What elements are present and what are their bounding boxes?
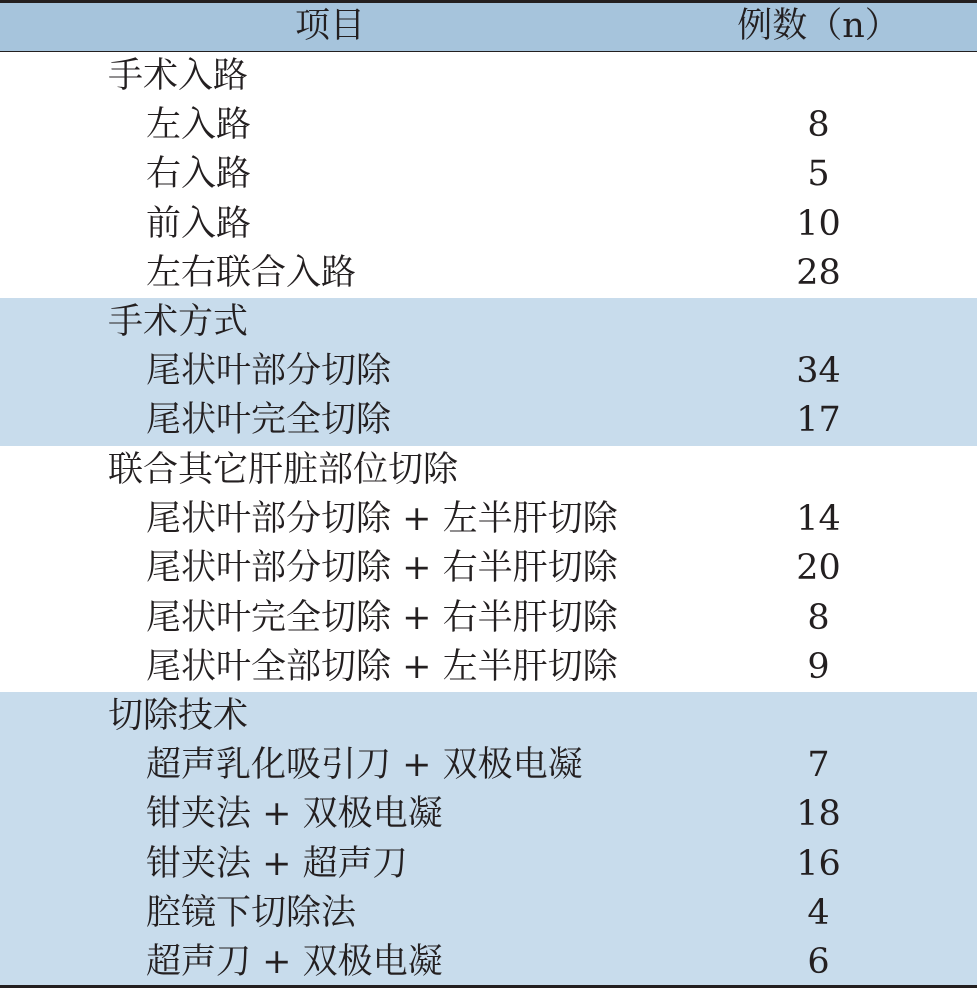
table-row — [0, 643, 977, 692]
table-row — [0, 790, 977, 839]
row-count: 34 — [796, 351, 841, 392]
table-row — [0, 544, 977, 593]
table-row — [0, 594, 977, 643]
table-row — [0, 396, 977, 445]
row-count: 17 — [796, 400, 841, 441]
table-row — [0, 889, 977, 938]
row-label: 左右联合入路 — [146, 252, 357, 293]
table-bottom-rule — [0, 985, 977, 988]
table-row — [0, 840, 977, 889]
row-count: 20 — [796, 548, 841, 589]
header-item: 项目 — [294, 6, 365, 46]
row-label: 超声刀 + 双极电凝 — [146, 941, 443, 982]
row-count: 7 — [807, 745, 830, 786]
table-row — [0, 101, 977, 150]
row-count: 8 — [807, 597, 830, 638]
row-count: 16 — [796, 843, 841, 884]
category-label: 切除技术 — [108, 696, 249, 736]
table-row — [0, 938, 977, 987]
row-count: 9 — [807, 646, 830, 687]
row-label: 尾状叶全部切除 + 左半肝切除 — [146, 646, 618, 687]
section-surgical-method — [0, 298, 977, 446]
table-row — [0, 495, 977, 544]
table-row — [0, 347, 977, 396]
table-row — [0, 200, 977, 249]
section-approach — [0, 52, 977, 298]
row-count: 8 — [807, 105, 830, 146]
row-label: 腔镜下切除法 — [146, 892, 357, 933]
category-row — [0, 52, 977, 101]
category-row — [0, 692, 977, 741]
row-label: 尾状叶部分切除 — [146, 351, 392, 392]
section-combined-resection — [0, 446, 977, 692]
category-label: 手术方式 — [108, 302, 249, 342]
row-count: 18 — [796, 794, 841, 835]
row-label: 尾状叶完全切除 — [146, 400, 392, 441]
row-count: 10 — [796, 203, 841, 244]
table-header — [0, 3, 977, 52]
category-label: 联合其它肝脏部位切除 — [108, 450, 459, 490]
section-resection-technique — [0, 692, 977, 985]
row-count: 14 — [796, 499, 841, 540]
header-count: 例数（n） — [737, 6, 900, 46]
row-label: 尾状叶部分切除 + 右半肝切除 — [146, 548, 618, 589]
table-row — [0, 249, 977, 298]
row-count: 6 — [807, 941, 830, 982]
category-label: 手术入路 — [108, 56, 249, 96]
row-label: 超声乳化吸引刀 + 双极电凝 — [146, 745, 583, 786]
row-label: 尾状叶完全切除 + 右半肝切除 — [146, 597, 618, 638]
row-label: 左入路 — [146, 105, 252, 146]
category-row — [0, 446, 977, 495]
row-count: 28 — [796, 252, 841, 293]
row-count: 4 — [807, 892, 830, 933]
row-label: 钳夹法 + 超声刀 — [146, 843, 408, 884]
row-label: 尾状叶部分切除 + 左半肝切除 — [146, 499, 618, 540]
row-count: 5 — [807, 154, 830, 195]
table-row — [0, 150, 977, 199]
category-row — [0, 298, 977, 347]
row-label: 右入路 — [146, 154, 252, 195]
table-row — [0, 741, 977, 790]
row-label: 钳夹法 + 双极电凝 — [146, 794, 443, 835]
row-label: 前入路 — [146, 203, 252, 244]
